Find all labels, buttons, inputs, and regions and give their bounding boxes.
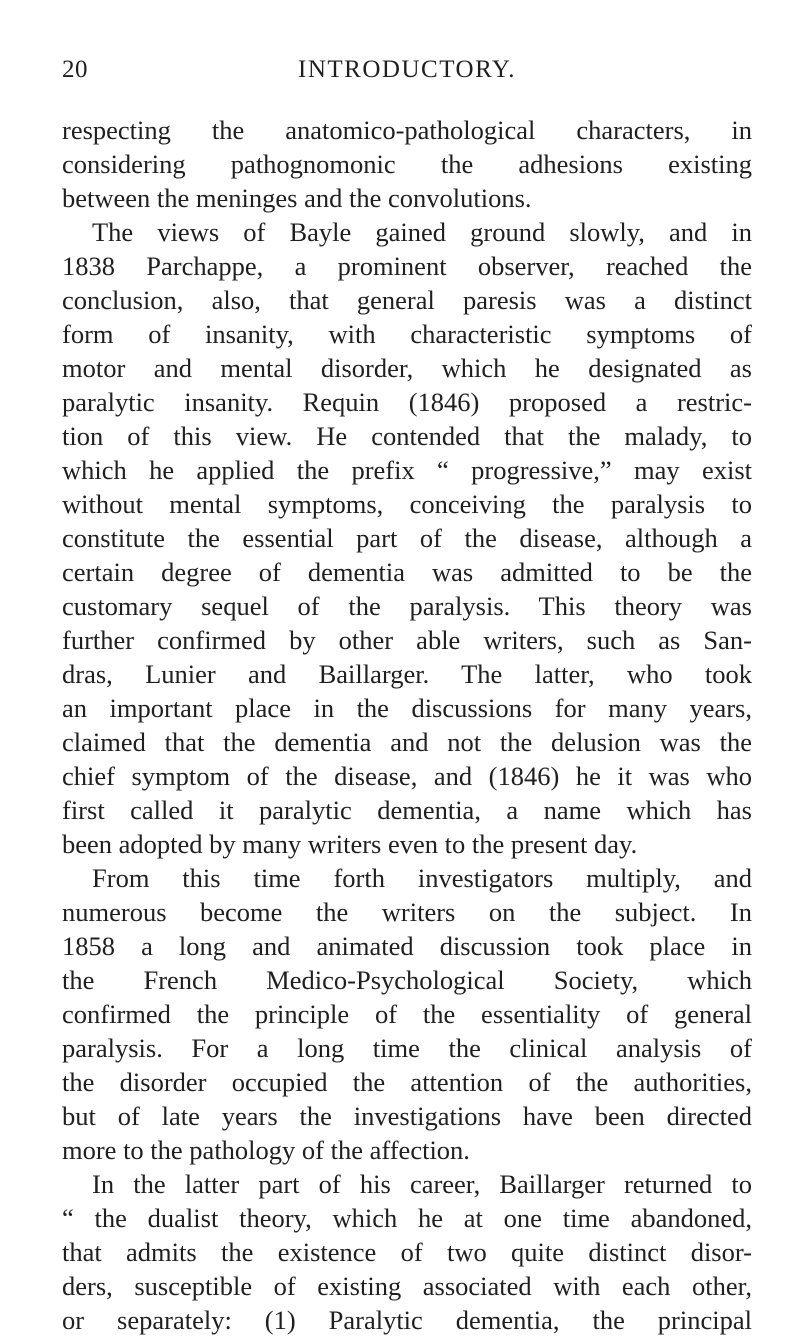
text-line: between the meninges and the convolutions. <box>62 183 532 213</box>
text-line: more to the pathology of the affection. <box>62 1135 470 1165</box>
text-line: been adopted by many writers even to the present day. <box>62 829 638 859</box>
text-line: motor and mental disorder, which he designated as <box>62 353 752 383</box>
text-line: dras, Lunier and Baillarger. The latter, who took <box>62 659 752 689</box>
running-head: INTRODUCTORY. <box>298 56 516 83</box>
text-line: paralysis. For a long time the clinical analysis of <box>62 1033 752 1063</box>
page-header <box>62 56 752 88</box>
text-line: which he applied the prefix “ progressive,” may exist <box>62 455 752 485</box>
text-line: 1858 a long and animated discussion took place in <box>62 931 752 961</box>
text-line: customary sequel of the paralysis. This theory was <box>62 591 752 621</box>
text-line: form of insanity, with characteristic symptoms of <box>62 319 752 349</box>
text-line: respecting the anatomico-pathological characters, in <box>62 115 752 145</box>
text-line: first called it paralytic dementia, a name which has <box>62 795 752 825</box>
text-line: an important place in the discussions for many years, <box>62 693 752 723</box>
text-line: or separately: (1) Paralytic dementia, the principal <box>62 1305 752 1335</box>
text-line: claimed that the dementia and not the delusion was the <box>62 727 752 757</box>
text-line: paralytic insanity. Requin (1846) proposed a restric- <box>62 387 752 417</box>
paragraph-start-line: From this time forth investigators multiply, and <box>92 863 752 893</box>
body-text <box>62 113 752 1337</box>
text-line: ders, susceptible of existing associated with each other, <box>62 1271 752 1301</box>
text-line: chief symptom of the disease, and (1846) he it was who <box>62 761 752 791</box>
paragraph-start-line: In the latter part of his career, Baillarger returned to <box>92 1169 752 1199</box>
paragraph-start-line: The views of Bayle gained ground slowly, and in <box>92 217 752 247</box>
text-line: certain degree of dementia was admitted to be the <box>62 557 752 587</box>
text-line: “ the dualist theory, which he at one time abandoned, <box>62 1203 752 1233</box>
text-line: but of late years the investigations have been directed <box>62 1101 752 1131</box>
text-line: the disorder occupied the attention of the authorities, <box>62 1067 752 1097</box>
text-line: that admits the existence of two quite distinct disor- <box>62 1237 752 1267</box>
text-line: confirmed the principle of the essentiality of general <box>62 999 752 1029</box>
text-line: constitute the essential part of the disease, although a <box>62 523 752 553</box>
page-number: 20 <box>62 56 88 83</box>
text-line: the French Medico-Psychological Society, which <box>62 965 752 995</box>
text-line: tion of this view. He contended that the malady, to <box>62 421 752 451</box>
text-line: without mental symptoms, conceiving the paralysis to <box>62 489 752 519</box>
text-line: conclusion, also, that general paresis was a distinct <box>62 285 752 315</box>
text-line: numerous become the writers on the subject. In <box>62 897 752 927</box>
text-line: 1838 Parchappe, a prominent observer, reached the <box>62 251 752 281</box>
text-line: considering pathognomonic the adhesions existing <box>62 149 752 179</box>
text-line: further confirmed by other able writers, such as San- <box>62 625 752 655</box>
